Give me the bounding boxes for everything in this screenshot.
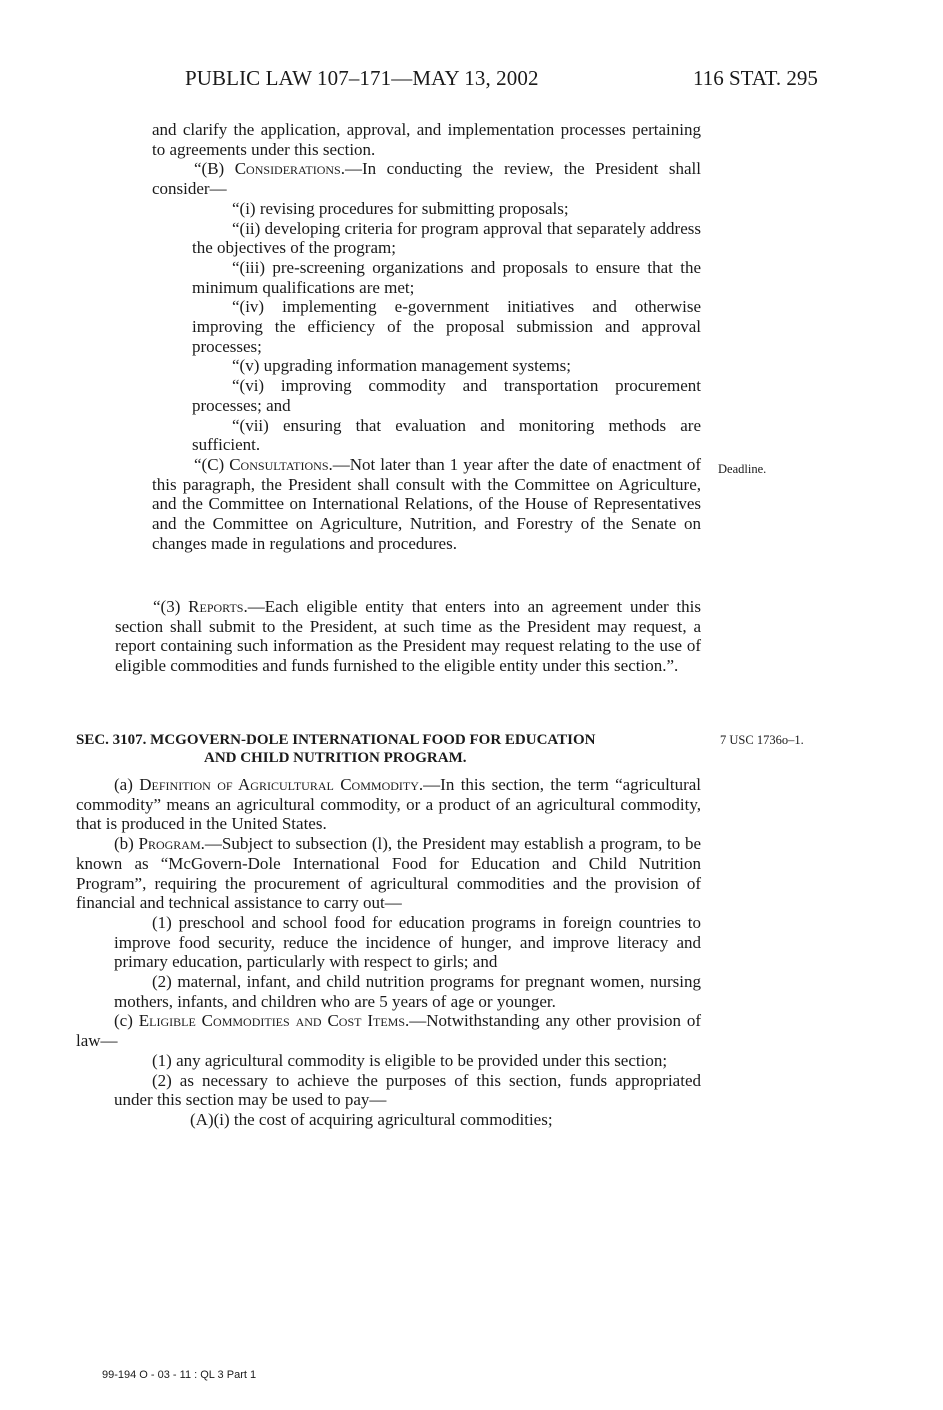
- paragraph-text: .—In conducting the review, the President shall consider—: [152, 159, 701, 199]
- list-item-v: “(v) upgrading information management systems;: [232, 356, 571, 376]
- subsection-c-item-2a: (A)(i) the cost of acquiring agricultural commodities;: [190, 1109, 553, 1129]
- list-item-iii: “(iii) pre-screening organizations and proposals to ensure that the minimum qualifications are met;: [192, 257, 701, 297]
- paragraph-text: .—Each eligible entity that enters into an agreement under this section shall submit to the President, at such time as the President may request, a report containing such information as the President may request relating to the use of eligible commodities and funds furnished to the eligible entity under this section.”.: [115, 597, 701, 676]
- margin-note-deadline: Deadline.: [718, 462, 767, 476]
- paragraph-reports: [115, 597, 701, 676]
- list-item-iv: “(iv) implementing e-government initiatives and otherwise improving the efficiency of the proposal submission and approval processes;: [192, 297, 701, 356]
- subsection-b-item-2: (2) maternal, infant, and child nutrition programs for pregnant women, nursing mothers, infants, and children who are 5 years of age or younger.: [114, 972, 701, 1011]
- print-job-footer: 99-194 O - 03 - 11 : QL 3 Part 1: [102, 1369, 257, 1381]
- reports-block: [115, 597, 701, 676]
- continued-text-block: [152, 120, 701, 553]
- paragraph-lead: (b): [114, 834, 139, 854]
- section-heading-line1: SEC. 3107. MCGOVERN-DOLE INTERNATIONAL FOOD FOR EDUCATION: [76, 732, 596, 748]
- subsection-a: [76, 775, 701, 834]
- paragraph-considerations: [152, 159, 701, 198]
- paragraph-lead: “(C): [194, 454, 230, 474]
- paragraph-lead: (c): [114, 1011, 139, 1031]
- paragraph-text: .—Not later than 1 year after the date of enactment of this paragraph, the President shall consult with the Committee on Agriculture, and the Committee on International Relations, of the House of Representatives and the Committee on Agriculture, Nutrition, and Forestry of the Senate on changes made in regulations and procedures.: [152, 454, 701, 553]
- subsection-c: [76, 1011, 701, 1050]
- list-item-i: “(i) revising procedures for submitting proposals;: [232, 198, 569, 218]
- caption-considerations: Considerations: [234, 159, 341, 179]
- caption-consultations: Consultations: [229, 454, 329, 474]
- paragraph-text: .—Notwithstanding any other provision of law—: [76, 1011, 701, 1051]
- subsection-c-item-2: (2) as necessary to achieve the purposes of this section, funds appropriated under this section may be used to pay—: [114, 1070, 701, 1110]
- paragraph-consultations: [152, 455, 701, 554]
- paragraph-lead: (a): [114, 775, 140, 794]
- section-heading-line2: AND CHILD NUTRITION PROGRAM.: [204, 750, 467, 766]
- subsection-c-item-1: (1) any agricultural commodity is eligible to be provided under this section;: [152, 1050, 668, 1070]
- paragraph-text: .—In this section, the term “agricultural commodity” means an agricultural commodity, or a product of an agricultural commodity, that is produced in the United States.: [76, 775, 701, 834]
- subsection-b-item-1: (1) preschool and school food for education programs in foreign countries to improve food security, reduce the incidence of hunger, and improve literacy and primary education, particularly with respect to girls; and: [114, 912, 701, 972]
- paragraph-lead: “(B): [194, 159, 235, 179]
- section-body: [76, 775, 701, 1130]
- page-number: 116 STAT. 295: [693, 66, 818, 90]
- paragraph-lead: “(3): [153, 597, 189, 616]
- caption-eligible: Eligible Commodities and Cost Items: [138, 1011, 406, 1031]
- caption-definition: Definition of Agricultural Commodity: [139, 775, 419, 794]
- paragraph-continuation: and clarify the application, approval, and implementation processes pertaining to agreements under this section.: [152, 120, 701, 159]
- subsection-b: [76, 834, 701, 913]
- margin-note-usc: 7 USC 1736o–1.: [720, 733, 804, 747]
- list-item-vi: “(vi) improving commodity and transportation procurement processes; and: [192, 376, 701, 415]
- caption-reports: Reports: [188, 597, 244, 616]
- section-heading: [76, 731, 701, 767]
- paragraph-text: .—Subject to subsection (l), the President may establish a program, to be known as “McGovern-Dole International Food for Education and Child Nutrition Program”, requiring the procurement of agricultural commodities and the provision of financial and technical assistance to carry out—: [76, 834, 701, 913]
- list-item-ii: “(ii) developing criteria for program approval that separately address the objectives of the program;: [192, 218, 701, 258]
- list-item-vii: “(vii) ensuring that evaluation and monitoring methods are sufficient.: [192, 415, 701, 455]
- caption-program: Program: [138, 834, 201, 854]
- running-header-title: PUBLIC LAW 107–171—MAY 13, 2002: [185, 66, 539, 90]
